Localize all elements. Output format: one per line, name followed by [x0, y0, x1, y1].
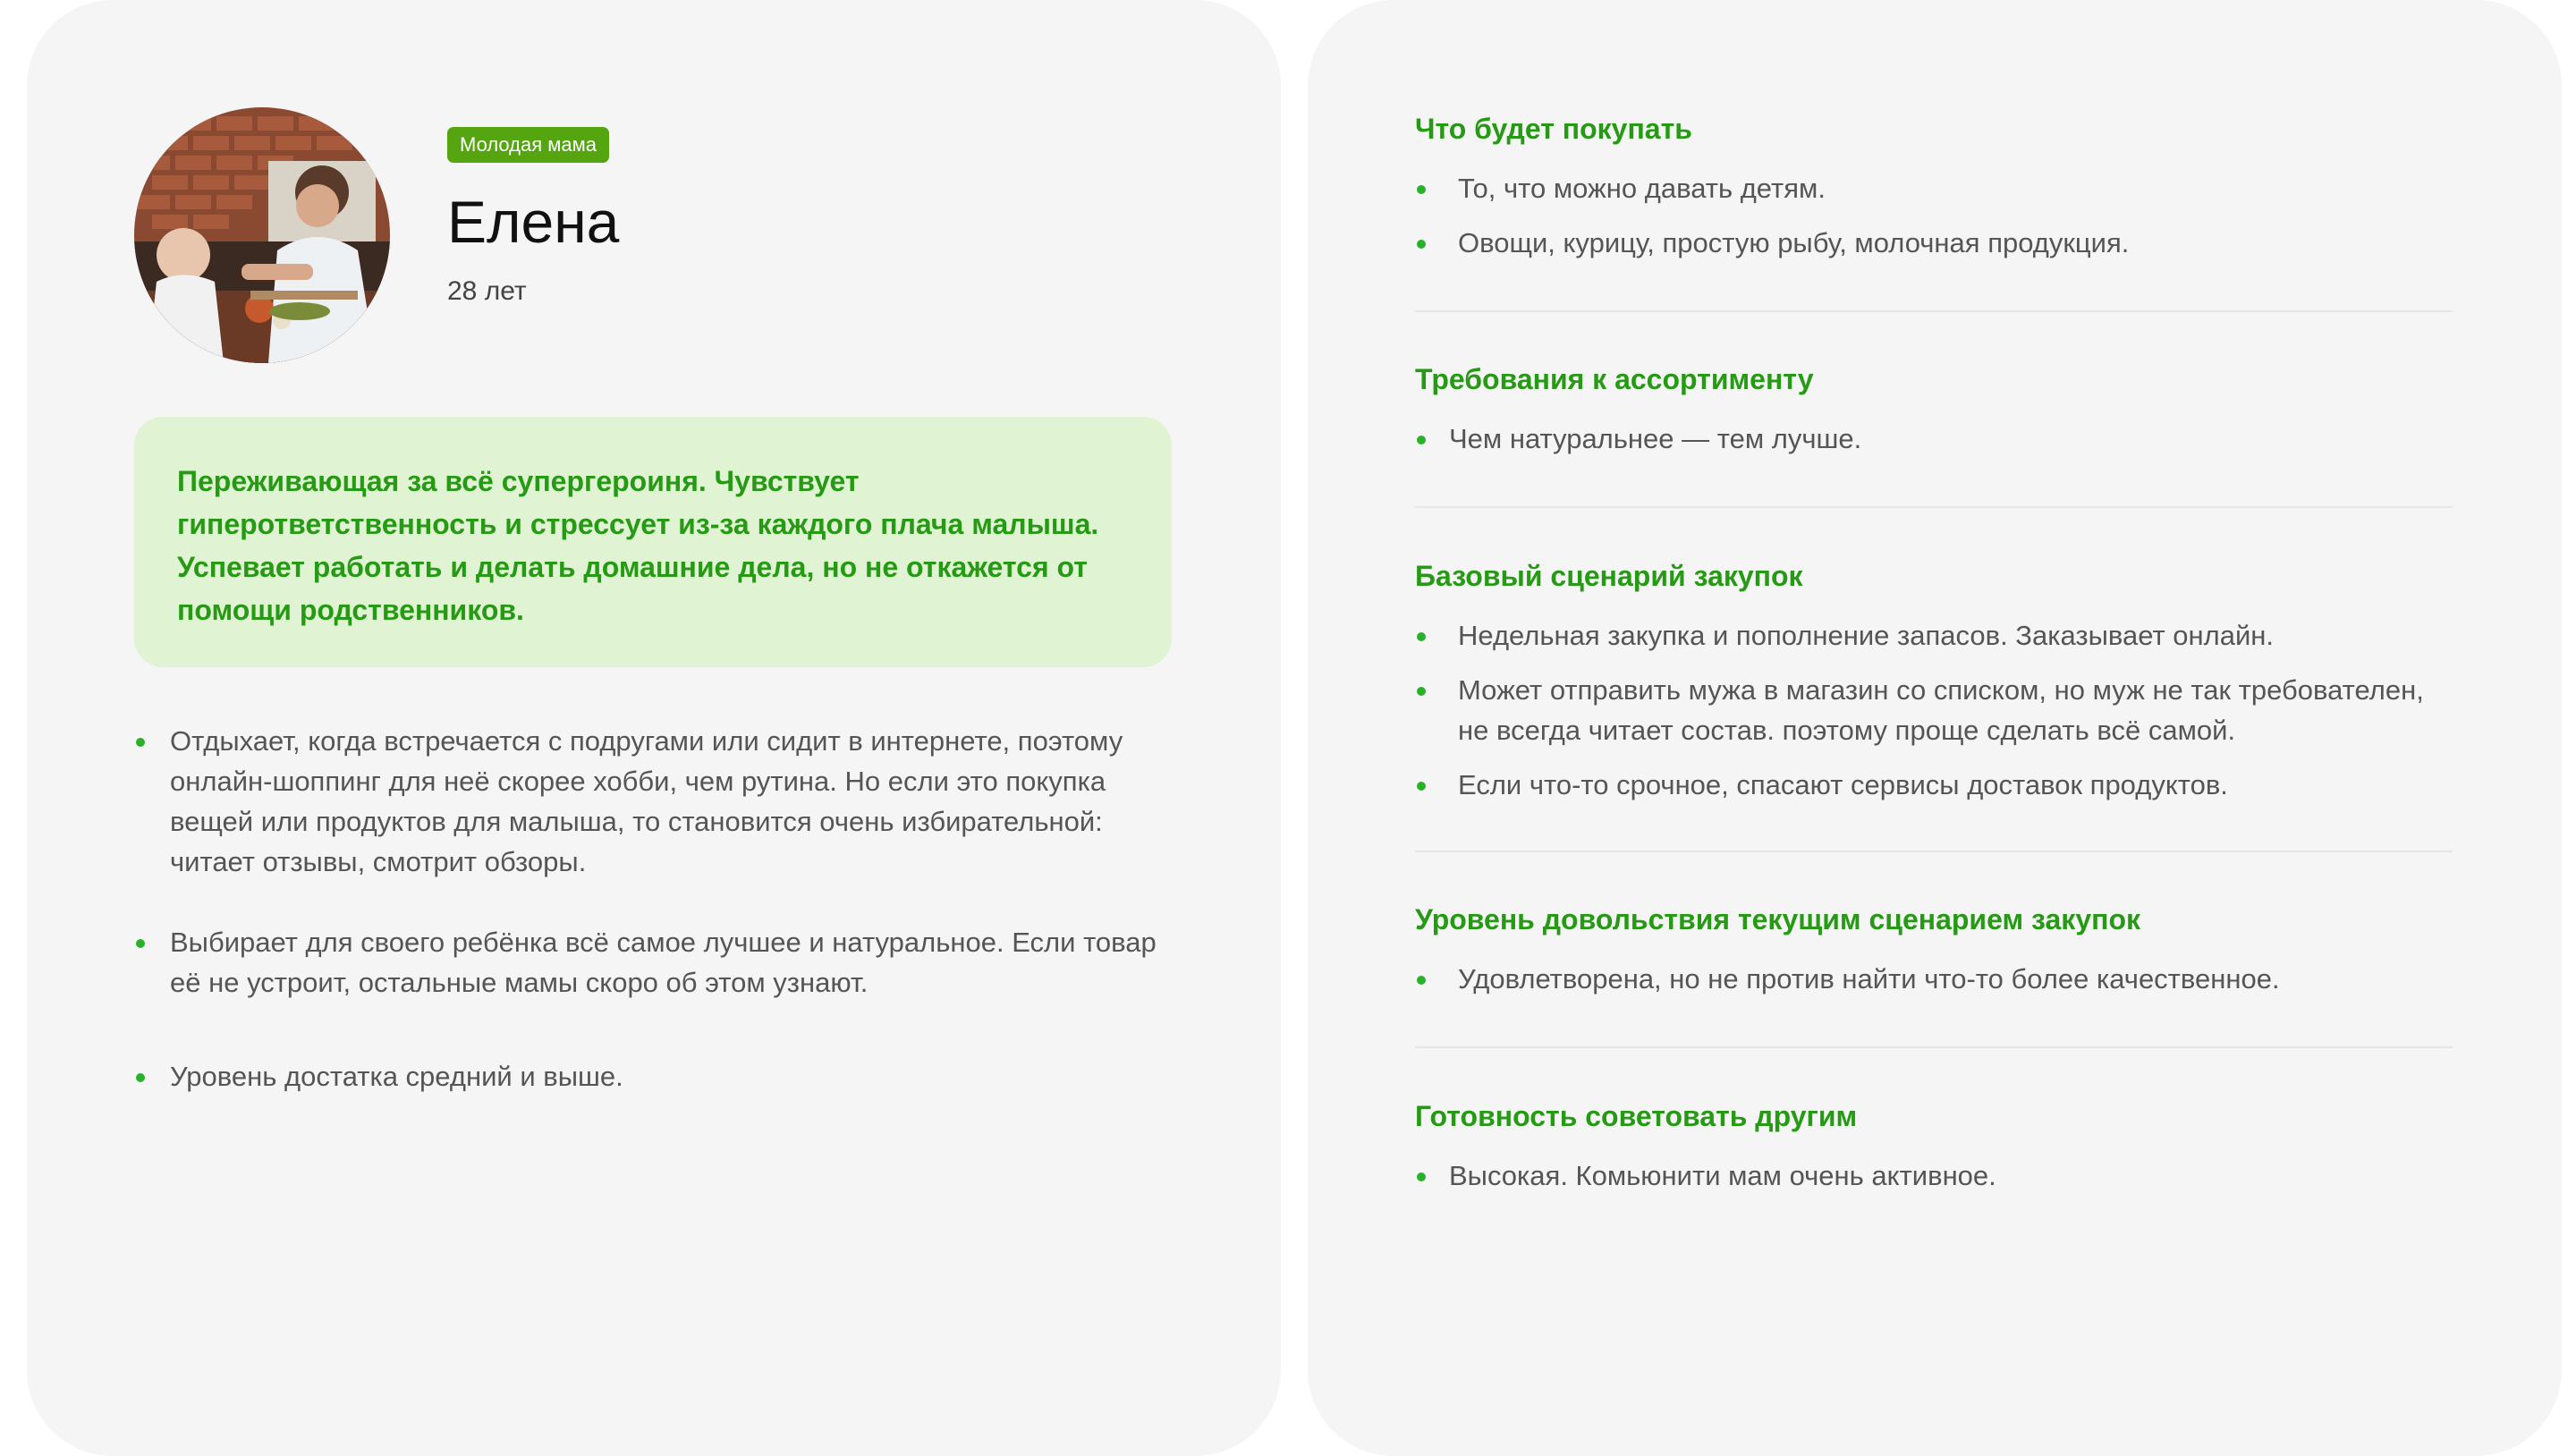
list-item: Уровень достатка средний и выше.	[134, 1056, 1190, 1096]
avatar-photo	[134, 107, 390, 363]
list-item: То, что можно давать детям.	[1415, 168, 2453, 208]
divider	[1415, 1046, 2453, 1048]
list-item: Недельная закупка и пополнение запасов. Заказывает онлайн.	[1415, 615, 2453, 656]
divider	[1415, 506, 2453, 508]
persona-card	[27, 0, 1281, 1456]
list-item: Высокая. Комьюнити мам очень активное.	[1415, 1155, 2453, 1196]
section-title: Что будет покупать	[1415, 113, 1692, 145]
section-satisfaction	[1415, 898, 2453, 999]
section-purchases	[1415, 107, 2453, 263]
quote-text: Переживающая за всё супергероиня. Чувствует гиперответственность и стрессует из-за каждого плача малыша. Успевает работать и делать домашние дела, но не откажется от помощи родственников.	[177, 465, 1099, 626]
list-item: Выбирает для своего ребёнка всё самое лучшее и натуральное. Если товар её не устроит, остальные мамы скоро об этом узнают.	[134, 922, 1190, 1003]
section-title: Требования к ассортименту	[1415, 363, 1814, 395]
section-title: Готовность советовать другим	[1415, 1100, 1858, 1132]
section-title: Базовый сценарий закупок	[1415, 560, 1803, 592]
section-scenario	[1415, 554, 2453, 805]
section-title: Уровень довольствия текущим сценарием закупок	[1415, 903, 2140, 935]
persona-name: Елена	[447, 189, 620, 255]
persona-quote	[134, 417, 1172, 667]
section-assortment	[1415, 358, 2453, 459]
list-item: Овощи, курицу, простую рыбу, молочная продукция.	[1415, 223, 2453, 263]
list-item: Удовлетворена, но не против найти что-то более качественное.	[1415, 959, 2453, 999]
divider	[1415, 310, 2453, 312]
divider	[1415, 851, 2453, 852]
list-item: Может отправить мужа в магазин со списком, но муж не так требователен, не всегда читает состав. поэтому проще сделать всё самой.	[1415, 670, 2453, 750]
list-item: Отдыхает, когда встречается с подругами или сидит в интернете, поэтому онлайн-шоппинг для неё скорее хобби, чем рутина. Но если это покупка вещей или продуктов для малыша, то становится очень избирательной: читает отзывы, смотрит обзоры.	[134, 721, 1190, 882]
needs-card	[1308, 0, 2562, 1456]
persona-traits	[134, 721, 1190, 1096]
list-item: Чем натуральнее — тем лучше.	[1415, 419, 2453, 459]
list-item: Если что-то срочное, спасают сервисы доставок продуктов.	[1415, 765, 2453, 805]
avatar	[134, 107, 390, 363]
section-recommendation	[1415, 1095, 2453, 1196]
persona-age: 28 лет	[447, 276, 527, 306]
persona-tag: Молодая мама	[447, 127, 609, 163]
